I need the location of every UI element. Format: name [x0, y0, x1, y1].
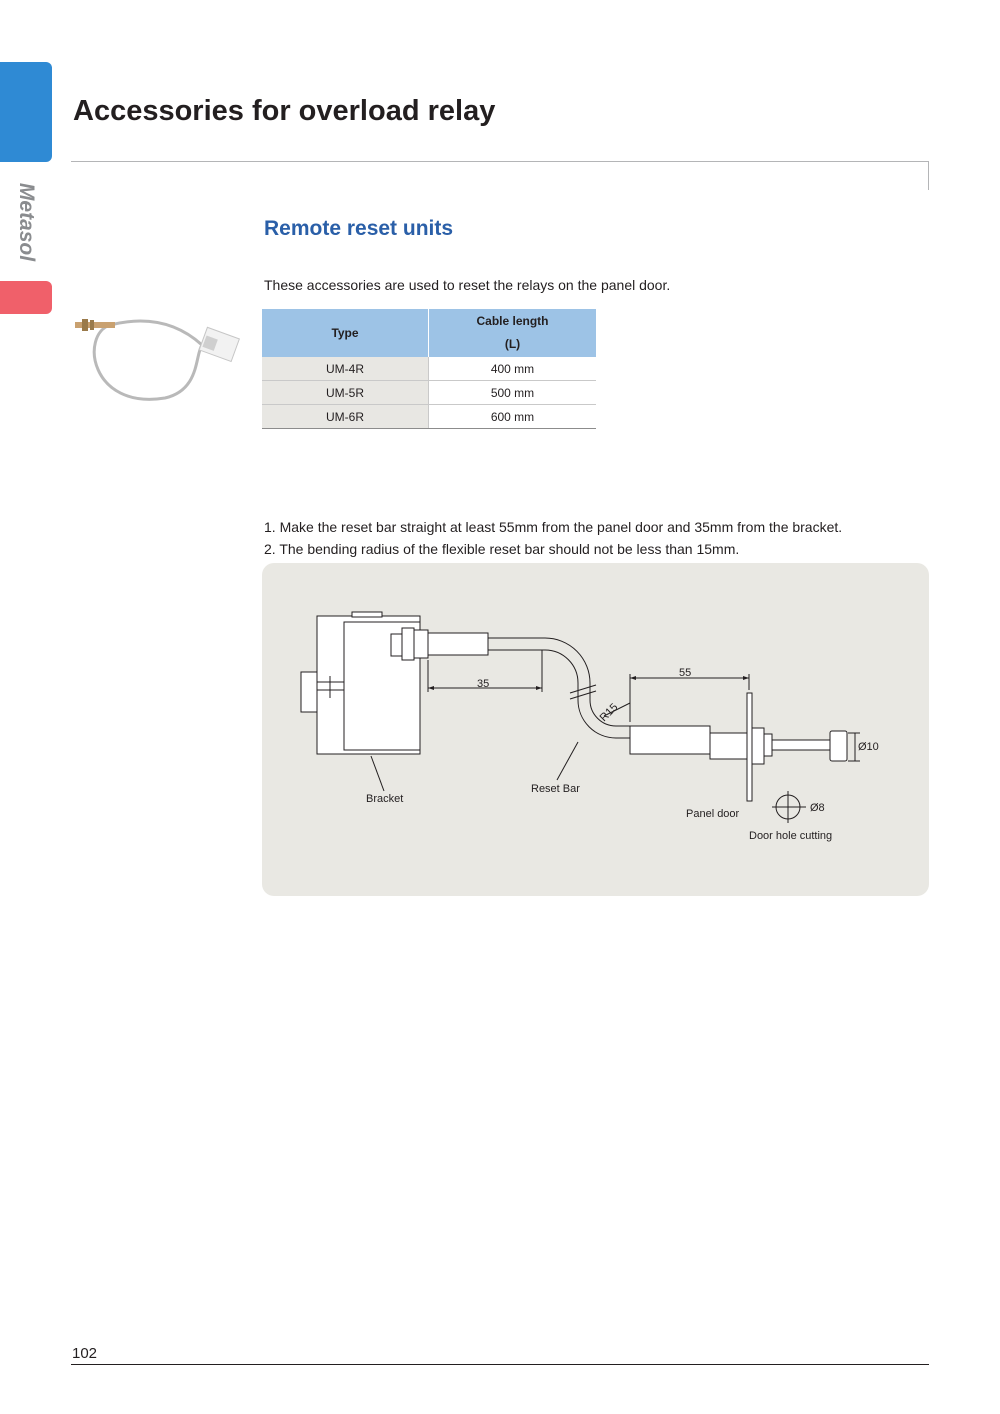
table-row	[262, 381, 596, 405]
side-tab-red	[0, 281, 52, 314]
side-tab-blue	[0, 62, 52, 162]
diagram-drawing	[262, 563, 929, 896]
table-header-row	[262, 309, 596, 357]
type-cell: UM-6R	[262, 405, 429, 429]
type-cell: UM-5R	[262, 381, 429, 405]
reset-bar-label: Reset Bar	[531, 783, 580, 795]
header-cable-length-line1: Cable length	[476, 314, 549, 328]
note-item: 2. The bending radius of the flexible reset bar should not be less than 15mm.	[264, 541, 740, 557]
spec-table	[262, 309, 596, 429]
dimension-55-label: 55	[679, 667, 692, 679]
radius-label: R15	[597, 701, 621, 725]
title-divider	[71, 161, 929, 162]
dimension-35-label: 35	[477, 678, 490, 690]
diameter-10-label: Ø10	[858, 741, 879, 753]
side-brand-label: Metasol	[15, 182, 38, 262]
panel-door-label: Panel door	[686, 808, 740, 820]
note-item: 1. Make the reset bar straight at least 55mm from the panel door and 35mm from the bracket.	[264, 519, 843, 535]
type-cell: UM-4R	[262, 357, 429, 381]
section-title: Remote reset units	[264, 217, 454, 240]
table-row	[262, 357, 596, 381]
length-cell: 400 mm	[429, 357, 597, 381]
table-row	[262, 405, 596, 429]
installation-notes	[264, 516, 842, 560]
door-hole-label: Door hole cutting	[749, 830, 833, 842]
length-cell: 600 mm	[429, 405, 597, 429]
header-cable-length	[429, 309, 597, 357]
section-intro: These accessories are used to reset the relays on the panel door.	[264, 277, 671, 293]
installation-diagram	[262, 563, 929, 896]
length-cell: 500 mm	[429, 381, 597, 405]
page-number: 102	[72, 1345, 98, 1362]
title-divider-end	[928, 161, 929, 190]
bracket-label: Bracket	[366, 793, 404, 805]
page-title: Accessories for overload relay	[73, 95, 496, 127]
header-type: Type	[262, 309, 429, 357]
header-cable-length-line2: (L)	[504, 337, 521, 351]
remote-reset-unit-photo	[70, 300, 240, 405]
footer-divider	[71, 1364, 929, 1365]
diameter-8-label: Ø8	[810, 802, 825, 814]
